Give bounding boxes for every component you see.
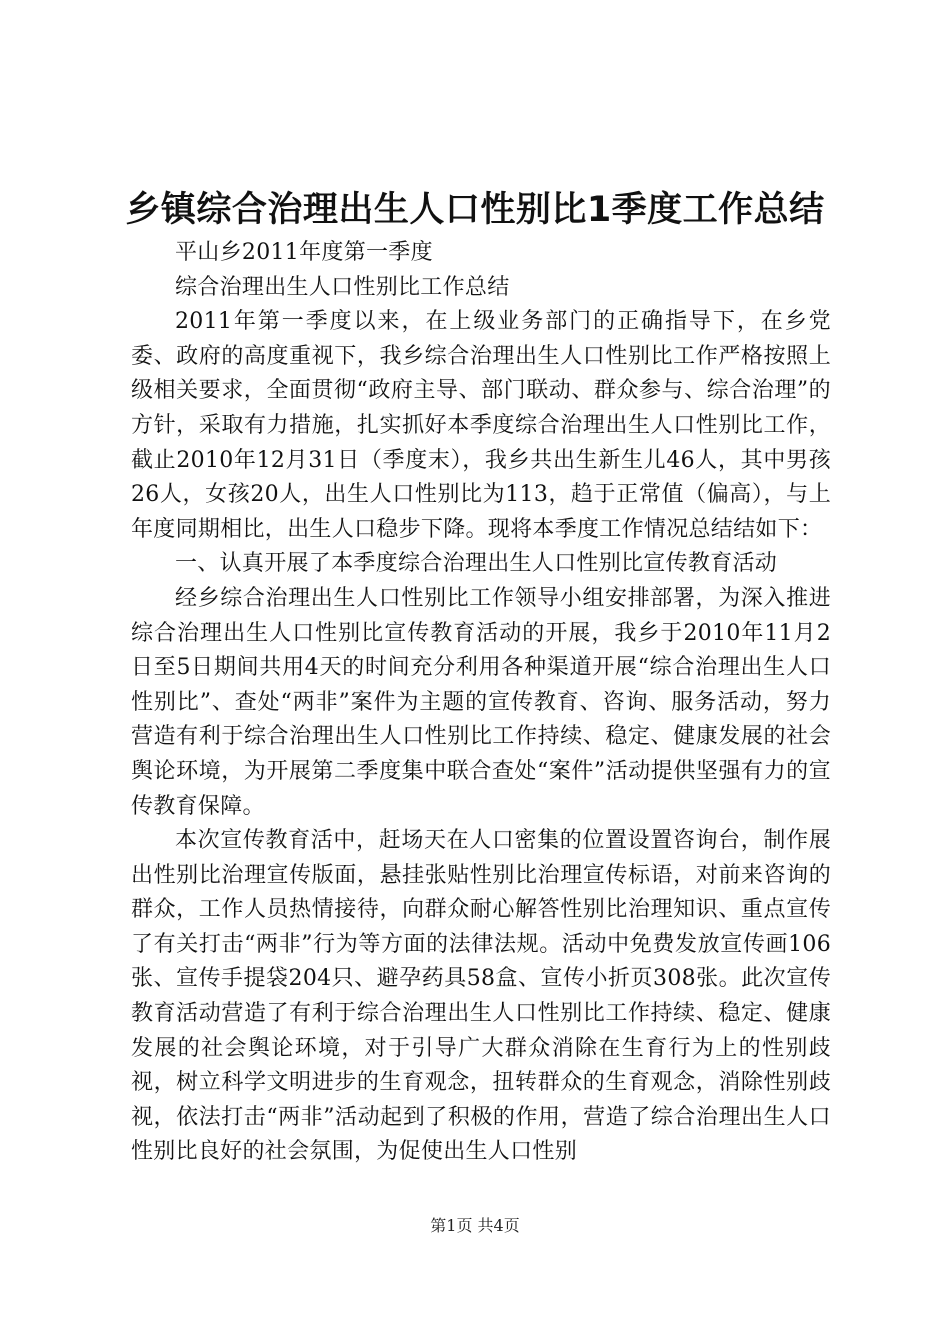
body-paragraph-1: 经乡综合治理出生人口性别比工作领导小组安排部署，为深入推进综合治理出生人口性别比宣传教育活动的开展，我乡于2010年11月2日至5日期间共用4天的时间充分利用各种渠道开展“综合治理出生人口性别比”、查处“两非”案件为主题的宣传教育、咨询、服务活动，努力营造有利于综合治理出生人口性别比工作持续、稳定、健康发展的社会舆论环境，为开展第二季度集中联合查处“案件”活动提供坚强有力的宣传教育保障。: [131, 585, 831, 819]
document-title: 乡镇综合治理出生人口性别比1季度工作总结: [125, 190, 825, 230]
page-number-footer: 第1页 共4页: [430, 1216, 520, 1235]
subtitle-line-1: 平山乡2011年度第一季度: [175, 240, 433, 265]
section-heading-1: 一、认真开展了本季度综合治理出生人口性别比宣传教育活动: [175, 551, 778, 577]
document-body: [131, 236, 831, 1170]
body-paragraph-2: 本次宣传教育活中，赶场天在人口密集的位置设置咨询台，制作展出性别比治理宣传版面，悬挂张贴性别比治理宣传标语，对前来咨询的群众，工作人员热情接待，向群众耐心解答性别比治理知识、重点宣传了有关打击“两非”行为等方面的法律法规。活动中免费发放宣传画106张、宣传手提袋204只、避孕药具58盒、宣传小折页308张。此次宣传教育活动营造了有利于综合治理出生人口性别比工作持续、稳定、健康发展的社会舆论环境，对于引导广大群众消除在生育行为上的性别歧视，树立科学文明进步的生育观念，扭转群众的生育观念，消除性别歧视，依法打击“两非”活动起到了积极的作用，营造了综合治理出生人口性别比良好的社会氛围，为促使出生人口性别: [131, 828, 831, 1165]
intro-paragraph: 2011年第一季度以来，在上级业务部门的正确指导下，在乡党委、政府的高度重视下，我乡综合治理出生人口性别比工作严格按照上级相关要求，全面贯彻“政府主导、部门联动、群众参与、综合治理”的方针，采取有力措施，扎实抓好本季度综合治理出生人口性别比工作，截止2010年12月31日（季度末），我乡共出生新生儿46人，其中男孩26人，女孩20人，出生人口性别比为113，趋于正常值（偏高），与上年度同期相比，出生人口稳步下降。现将本季度工作情况总结结如下：: [131, 309, 831, 542]
subtitle-line-2: 综合治理出生人口性别比工作总结: [175, 274, 510, 300]
